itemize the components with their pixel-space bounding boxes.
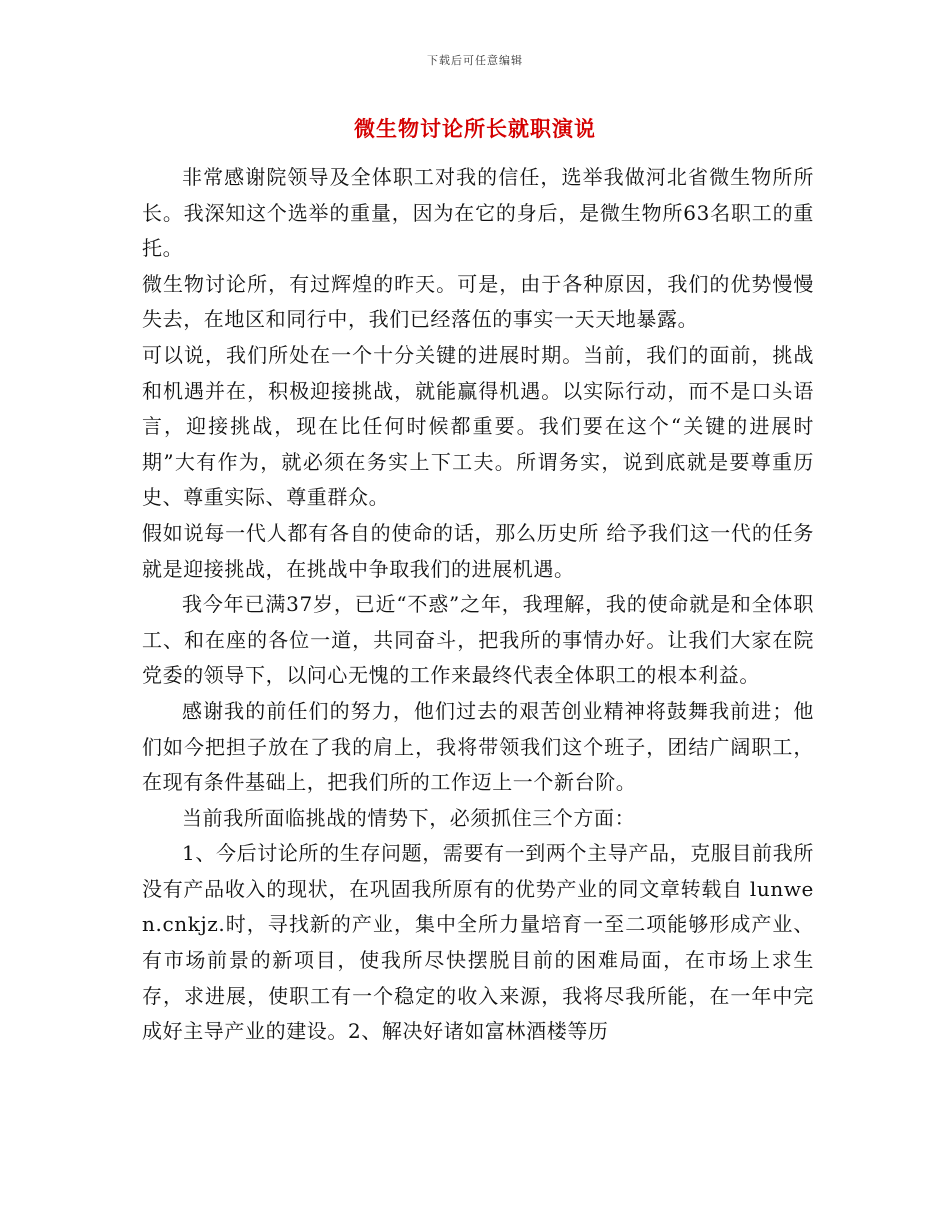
document-body bbox=[142, 160, 814, 1050]
paragraph: 感谢我的前任们的努力，他们过去的艰苦创业精神将鼓舞我前进；他们如今把担子放在了我的肩上，我将带领我们这个班子，团结广阔职工，在现有条件基础上，把我们所的工作迈上一个新台阶。 bbox=[142, 698, 814, 795]
header-note: 下载后可任意编辑 bbox=[427, 54, 523, 67]
paragraph: 当前我所面临挑战的情势下，必须抓住三个方面： bbox=[182, 805, 636, 830]
paragraph: 非常感谢院领导及全体职工对我的信任，选举我做河北省微生物所所长。我深知这个选举的重量，因为在它的身后，是微生物所63名职工的重托。 bbox=[142, 165, 814, 261]
paragraph: 假如说每一代人都有各自的使命的话，那么历史所 给予我们这一代的任务就是迎接挑战，在挑战中争取我们的进展机遇。 bbox=[142, 520, 814, 581]
document-title: 微生物讨论所长就职演说 bbox=[354, 116, 596, 141]
paragraph: 可以说，我们所处在一个十分关键的进展时期。当前，我们的面前，挑战和机遇并在，积极迎接挑战，就能赢得机遇。以实际行动，而不是口头语言，迎接挑战，现在比任何时候都重要。我们要在这个“关键的进展时期”大有作为，就必须在务实上下工夫。所谓务实，说到底就是要尊重历史、尊重实际、尊重群众。 bbox=[142, 342, 814, 510]
paragraph: 1、今后讨论所的生存问题，需要有一到两个主导产品，克服目前我所没有产品收入的现状，在巩固我所原有的优势产业的同文章转载自 lunwen.cnkjz.时，寻找新的产业，集中全所力量培育一至二项能够形成产业、有市场前景的新项目，使我所尽快摆脱目前的困难局面，在市场上求生存，求进展，使职工有一个稳定的收入来源，我将尽我所能，在一年中完成好主导产业的建设。2、解决好诸如富林酒楼等历 bbox=[142, 841, 814, 1044]
paragraph: 我今年已满37岁，已近“不惑”之年，我理解，我的使命就是和全体职工、和在座的各位一道，共同奋斗，把我所的事情办好。让我们大家在院党委的领导下，以问心无愧的工作来最终代表全体职工的根本利益。 bbox=[142, 592, 814, 688]
paragraph: 微生物讨论所，有过辉煌的昨天。可是，由于各种原因，我们的优势慢慢失去，在地区和同行中，我们已经落伍的事实一天天地暴露。 bbox=[142, 271, 814, 332]
